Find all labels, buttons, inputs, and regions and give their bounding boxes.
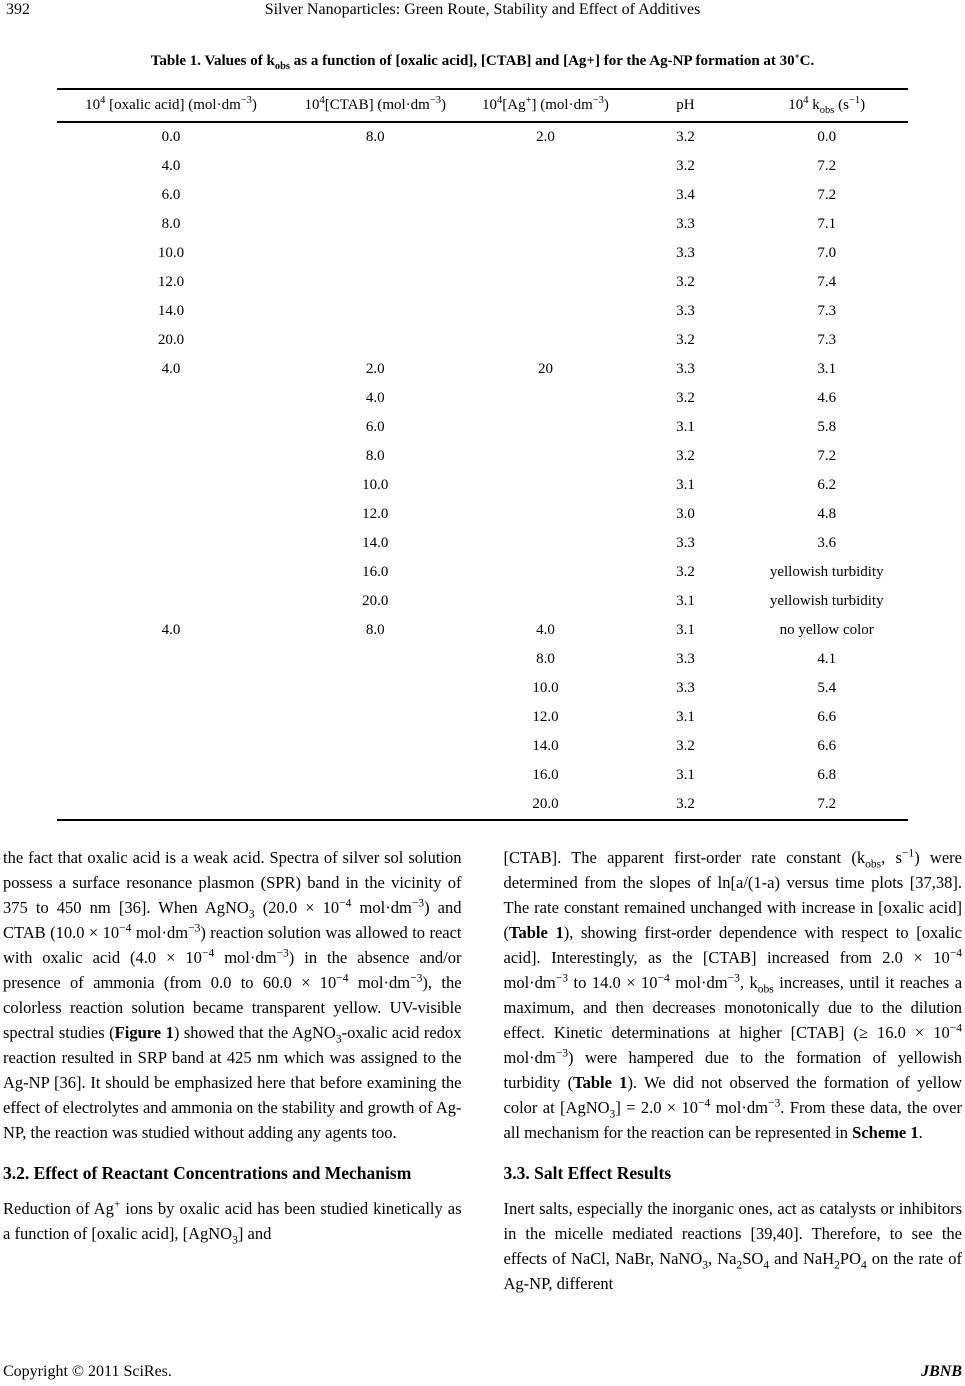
table-cell: 3.1	[676, 622, 695, 638]
table-cell: 3.3	[676, 216, 695, 232]
table-cell: 10.0	[362, 477, 389, 493]
table-cell: 8.0	[365, 622, 385, 638]
table-cell	[285, 674, 465, 703]
table-row	[57, 355, 908, 384]
table-cell: 10.0	[532, 680, 559, 696]
table-cell	[465, 442, 625, 471]
table-cell	[285, 268, 465, 297]
table-cell: 7.1	[817, 216, 837, 232]
table-cell	[57, 413, 285, 442]
table-cell: 2.0	[365, 361, 385, 377]
table-body	[57, 122, 908, 820]
table-cell	[465, 500, 625, 529]
table-cell: 4.0	[161, 622, 181, 638]
table-row	[57, 210, 908, 239]
table-cell	[57, 790, 285, 820]
table-row	[57, 181, 908, 210]
section-heading-3-3: 3.3. Salt Effect Results	[503, 1163, 672, 1183]
table-cell: 3.3	[676, 535, 695, 551]
table-cell	[285, 239, 465, 268]
table-cell: 4.1	[817, 651, 837, 667]
table-cell	[285, 181, 465, 210]
col-header-ph: pH	[625, 89, 745, 122]
table-cell	[465, 239, 625, 268]
table-cell: 7.2	[817, 796, 837, 812]
table-cell: 20.0	[157, 332, 185, 348]
table-cell: 3.2	[676, 738, 695, 754]
table-cell: 14.0	[532, 738, 559, 754]
table-row	[57, 616, 908, 645]
table-cell	[57, 674, 285, 703]
table-cell: 3.4	[676, 187, 695, 203]
table-cell: 5.8	[817, 419, 837, 435]
table-cell	[285, 732, 465, 761]
table-cell: 4.6	[817, 390, 837, 406]
journal-abbreviation: JBNB	[921, 1363, 962, 1380]
table-row	[57, 761, 908, 790]
table-cell	[57, 500, 285, 529]
table-cell: 3.2	[676, 796, 695, 812]
table-cell: 20.0	[362, 593, 389, 609]
table-row	[57, 587, 908, 616]
table-cell: 8.0	[365, 448, 385, 464]
table-cell: 3.3	[676, 303, 695, 319]
table-row	[57, 471, 908, 500]
table-cell: 8.0	[161, 216, 181, 232]
table-cell	[57, 761, 285, 790]
table-row	[57, 790, 908, 820]
table-cell	[465, 384, 625, 413]
table-cell	[465, 210, 625, 239]
left-column	[3, 845, 462, 1296]
col-header-oxalic-acid: $10^4$ [oxalic acid] $(mol\cdot dm^{-3})$	[57, 89, 285, 122]
table-cell	[465, 413, 625, 442]
table-cell: 7.0	[817, 245, 837, 261]
table-cell: 3.1	[817, 361, 837, 377]
table-row	[57, 239, 908, 268]
table-cell: no yellow color	[779, 622, 874, 638]
table-cell: 3.2	[676, 129, 695, 145]
table-cell: 3.2	[676, 390, 695, 406]
left-paragraph-2: Reduction of Ag+ ions by oxalic acid has been studied kinetically as a function of [oxalic acid], [AgNO$_3$] and	[3, 1198, 462, 1247]
table-cell	[57, 703, 285, 732]
table-row	[57, 122, 908, 152]
table-cell	[465, 529, 625, 558]
table-cell: 3.0	[676, 506, 695, 522]
table-cell	[57, 442, 285, 471]
table-cell: 5.4	[817, 680, 837, 696]
table-row	[57, 442, 908, 471]
table-row	[57, 152, 908, 181]
table-row	[57, 500, 908, 529]
table-cell: 3.6	[817, 535, 837, 551]
section-heading-3-2: 3.2. Effect of Reactant Concentrations and Mechanism	[3, 1163, 412, 1183]
table-cell	[57, 645, 285, 674]
table-cell: 7.2	[817, 158, 837, 174]
table-cell: 3.2	[676, 448, 695, 464]
table-cell: 3.1	[676, 767, 695, 783]
body-text	[3, 845, 962, 1296]
table-cell	[465, 471, 625, 500]
running-head	[6, 1, 959, 19]
table-cell: 7.4	[817, 274, 837, 290]
table-row	[57, 326, 908, 355]
table-cell: 3.2	[676, 332, 695, 348]
table-cell: 16.0	[532, 767, 559, 783]
table-cell: 3.1	[676, 419, 695, 435]
table-cell	[285, 152, 465, 181]
table-cell: 7.2	[817, 187, 837, 203]
table-cell: 3.2	[676, 564, 695, 580]
col-header-ctab: $10^4[CTAB]$ $(mol\cdot dm^{-3})$	[285, 89, 465, 122]
table-cell: 8.0	[365, 129, 385, 145]
table-cell: 4.0	[536, 622, 555, 638]
right-paragraph-2: Inert salts, especially the inorganic ones, act as catalysts or inhibitors in the micelle mediated reactions [39,40]. Therefore, to see the effects of NaCl, NaBr, NaNO$_3$, $Na_2SO_4$ and $NaH_2PO_4$ on the rate of Ag-NP, different	[503, 1199, 962, 1293]
table-cell	[285, 761, 465, 790]
table-cell: 16.0	[362, 564, 389, 580]
table-cell	[57, 732, 285, 761]
table-cell	[57, 558, 285, 587]
table-cell	[285, 297, 465, 326]
table-cell: 14.0	[362, 535, 389, 551]
table-row	[57, 703, 908, 732]
table-cell: 12.0	[362, 506, 389, 522]
table-cell: 6.6	[817, 738, 837, 754]
table-cell: 14.0	[157, 303, 185, 319]
table-header-row	[57, 89, 908, 122]
table-cell: 4.0	[365, 390, 385, 406]
table-cell: 7.3	[817, 303, 837, 319]
table-cell: 20	[537, 361, 553, 377]
page-footer	[3, 1363, 962, 1381]
table-cell: 4.0	[161, 361, 181, 377]
table-cell: 6.6	[817, 709, 837, 725]
table-cell: 6.0	[365, 419, 385, 435]
table-cell: 3.3	[676, 361, 695, 377]
col-header-kobs: $10^4$ $k_{obs}$ $(s^{-1})$	[745, 89, 908, 122]
table-cell: 8.0	[536, 651, 555, 667]
table-cell: 12.0	[532, 709, 559, 725]
col-header-ag: $10^4[Ag^+]$ $(mol\cdot dm^{-3})$	[465, 89, 625, 122]
table-cell	[465, 558, 625, 587]
table-row	[57, 645, 908, 674]
table-caption: Table 1. Values of $k_{obs}$ as a function of [oxalic acid], [CTAB] and [Ag+] for the Ag-NP formation at 30˚C.	[150, 53, 815, 72]
right-column	[504, 845, 963, 1296]
table-cell: yellowish turbidity	[769, 593, 884, 609]
table-cell	[57, 384, 285, 413]
table-cell: 6.2	[817, 477, 837, 493]
table-cell	[285, 210, 465, 239]
table-row	[57, 558, 908, 587]
table-cell: 7.3	[817, 332, 837, 348]
table-cell: 6.0	[161, 187, 181, 203]
table-cell	[285, 645, 465, 674]
table-cell	[465, 587, 625, 616]
table-cell: 3.3	[676, 245, 695, 261]
table-cell: 10.0	[157, 245, 185, 261]
table-cell	[285, 703, 465, 732]
table-cell: 3.1	[676, 593, 695, 609]
left-paragraph-1: the fact that oxalic acid is a weak acid. Spectra of silver sol solution possess a surface resonance plasmon (SPR) band in the vicinity of 375 to 450 nm [36]. When AgNO$_3$ ($20.0 \times 10^{-4}$ $mol\cdot dm^{-3}$) and CTAB ($10.0 \times 10^{-4}$ $mol\cdot dm^{-3}$) reaction solution was allowed to react with oxalic acid ($4.0 \times 10^{-4}$ $mol\cdot dm^{-3}$) in the absence and/or presence of ammonia (from 0.0 to $60.0 \times 10^{-4}$ $mol\cdot dm^{-3}$), the colorless reaction solution became transparent yellow. UV-visible spectral studies (Figure 1) showed that the AgNO$_3$-oxalic acid redox reaction resulted in SRP band at 425 nm which was assigned to the Ag-NP [36]. It should be emphasized here that before examining the effect of electrolytes and ammonia on the stability and growth of Ag-NP, the reaction was studied without adding any agents too.	[3, 848, 462, 1142]
kobs-data-table	[57, 88, 908, 821]
table-cell	[465, 326, 625, 355]
table-cell	[465, 181, 625, 210]
table-cell: 3.3	[676, 651, 695, 667]
running-title: Silver Nanoparticles: Green Route, Stability and Effect of Additives	[264, 1, 701, 18]
table-row	[57, 529, 908, 558]
table-cell: 3.1	[676, 709, 695, 725]
table-row	[57, 674, 908, 703]
table-cell	[57, 529, 285, 558]
table-cell: 7.2	[817, 448, 837, 464]
table-row	[57, 297, 908, 326]
table-cell	[285, 326, 465, 355]
table-cell	[465, 152, 625, 181]
table-cell	[465, 268, 625, 297]
table-row	[57, 384, 908, 413]
table-cell	[465, 297, 625, 326]
table-cell: 3.1	[676, 477, 695, 493]
table-cell: 12.0	[157, 274, 185, 290]
copyright-notice: Copyright © 2011 SciRes.	[3, 1363, 172, 1380]
table-cell	[285, 790, 465, 820]
table-cell	[57, 471, 285, 500]
page-number: 392	[6, 1, 30, 18]
table-cell: 3.3	[676, 680, 695, 696]
table-cell: 0.0	[817, 129, 837, 145]
table-cell: yellowish turbidity	[769, 564, 884, 580]
table-cell: 4.0	[161, 158, 181, 174]
table-cell: 6.8	[817, 767, 837, 783]
table-cell: 20.0	[532, 796, 559, 812]
table-row	[57, 732, 908, 761]
right-paragraph-1: [CTAB]. The apparent first-order rate constant ($k_{obs}$, $s^{-1}$) were determined from the slopes of ln[a/(1-a) versus time plots [37,38]. The rate constant remained unchanged with increase in [oxalic acid] (Table 1), showing first-order dependence with respect to [oxalic acid]. Interestingly, as the [CTAB] increased from $2.0 \times 10^{-4}$ $mol\cdot dm^{-3}$ to $14.0 \times 10^{-4}$ $mol\cdot dm^{-3}$, $k_{obs}$ increases, until it reaches a maximum, and then decreases monotonically due to the dilution effect. Kinetic determinations at higher [CTAB] (≥ $16.0 \times 10^{-4}$ $mol\cdot dm^{-3}$) were hampered due to the formation of yellowish turbidity (Table 1). We did not observed the formation of yellow color at [AgNO$_3$] = $2.0 \times 10^{-4}$ $mol\cdot dm^{-3}$. From these data, the over all mechanism for the reaction can be represented in Scheme 1.	[503, 847, 963, 1142]
table-cell: 0.0	[161, 129, 181, 145]
table-row	[57, 413, 908, 442]
table-cell: 3.2	[676, 158, 695, 174]
table-cell	[57, 587, 285, 616]
table-cell: 3.2	[676, 274, 695, 290]
table-cell: 2.0	[536, 129, 555, 145]
table-row	[57, 268, 908, 297]
table-cell: 4.8	[817, 506, 837, 522]
